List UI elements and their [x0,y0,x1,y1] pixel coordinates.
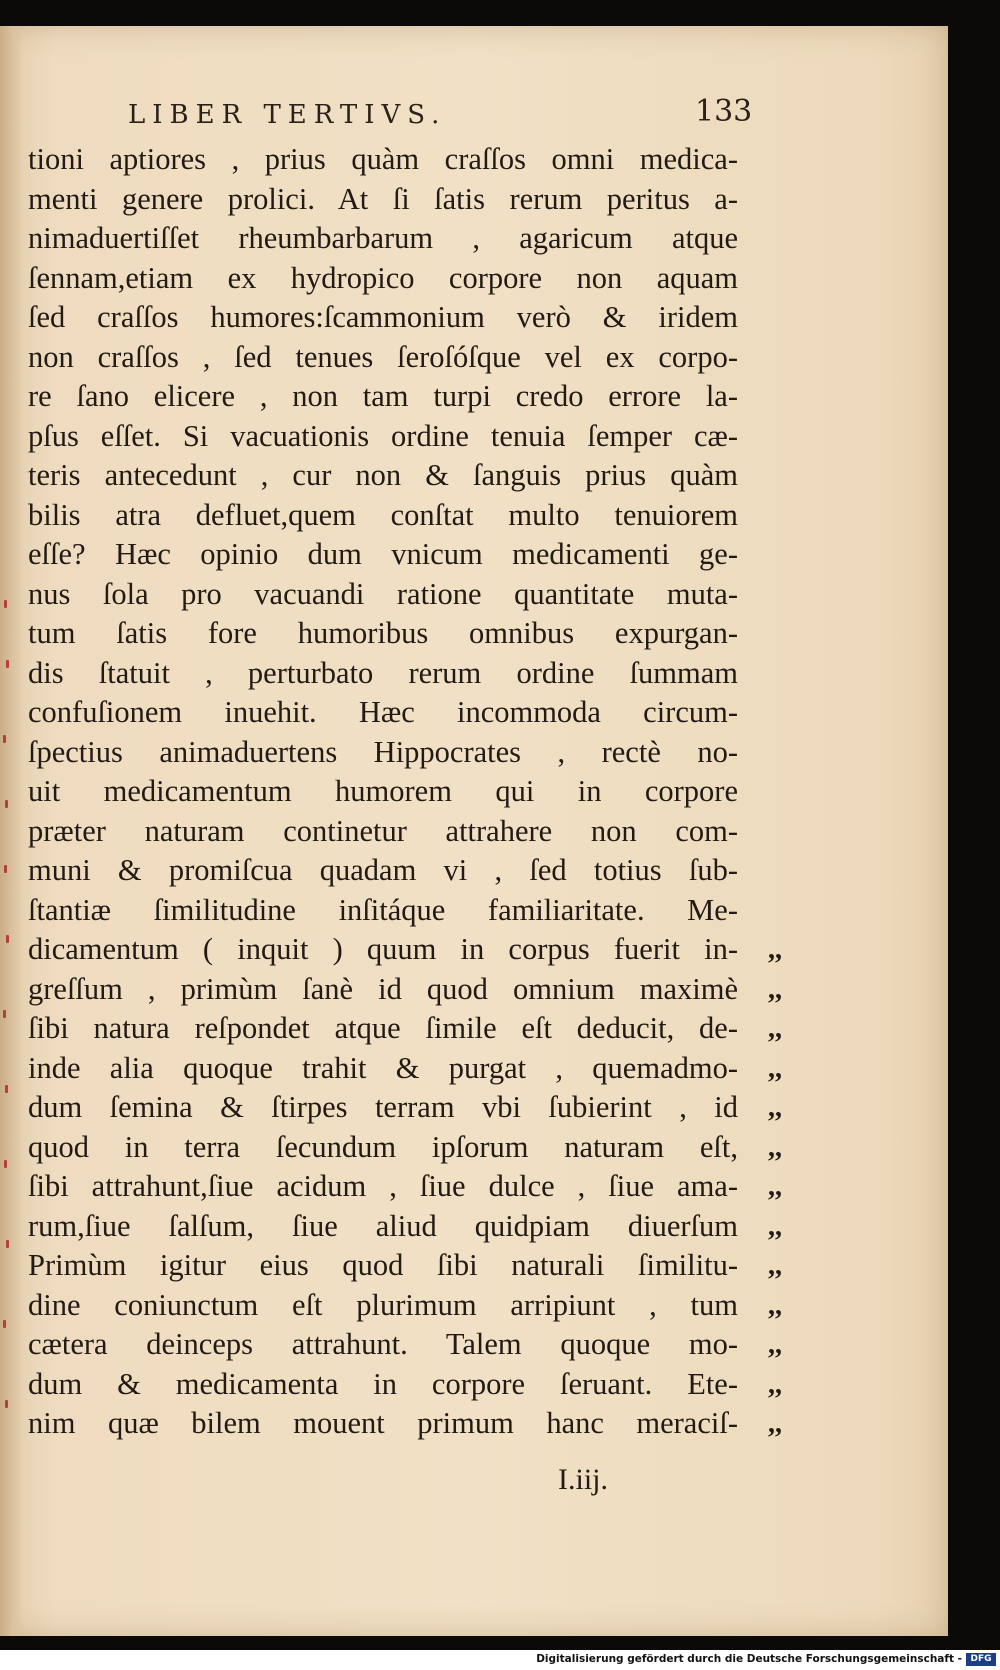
text-line [28,298,738,338]
text-line [28,1009,782,1049]
margin-mark [6,935,9,943]
text-line-content: inde alia quoque trahit & purgat , quemadmo- [28,1050,738,1085]
quotation-marker: ,, [768,1210,782,1242]
text-line [28,812,738,852]
page-number: 133 [695,94,753,129]
margin-mark [3,1320,6,1328]
margin-mark [6,660,9,668]
quotation-marker: ,, [768,1092,782,1123]
dfg-logo[interactable]: DFG [966,1653,996,1666]
quotation-marker: ,, [768,1368,782,1400]
text-line-content: bilis atra defluet,quem conſtat multo tenuiorem [28,497,738,532]
text-line-content: Primùm igitur eius quod ſibi naturali ſimilitu- [28,1248,738,1282]
running-head: LIBER TERTIVS. [128,100,447,130]
text-line-content: menti genere prolici. At ſi ſatis rerum peritus a- [28,181,738,216]
margin-mark [3,1010,6,1018]
text-line-content: ſibi natura reſpondet atque ſimile eſt deducit, de- [28,1011,738,1045]
margin-mark [3,735,6,743]
text-line [28,219,738,259]
quotation-marker: ,, [768,1052,782,1084]
text-line-content: dum ſemina & ſtirpes terram vbi ſubierint , id [28,1090,738,1124]
text-line-content: ſennam,etiam ex hydropico corpore non aquam [28,260,738,295]
text-line-content: quod in terra ſecundum ipſorum naturam eſt, [28,1129,738,1164]
text-line [28,496,738,536]
text-line [28,614,738,654]
text-line [28,891,738,931]
quotation-marker: ,, [768,1013,782,1044]
margin-mark [4,865,7,873]
text-line-content: muni & promiſcua quadam vi , ſed totius ſub- [28,853,738,887]
margin-mark [5,800,8,808]
quotation-marker: ,, [768,1171,782,1202]
text-line [28,772,738,812]
text-line-content: nimaduertiſſet rheumbarbarum , agaricum atque [28,221,738,255]
quotation-marker: ,, [768,1408,782,1439]
text-line [28,930,782,970]
margin-mark [5,1085,8,1093]
text-line [28,1365,782,1405]
text-line-content: uit medicamentum humorem qui in corpore [28,774,738,808]
text-line-content: ſtantiæ ſimilitudine inſitáque familiaritate. Me- [28,892,738,927]
text-line [28,1246,782,1286]
text-line-content: dicamentum ( inquit ) quum in corpus fuerit in- [28,932,738,966]
text-line [28,733,738,773]
text-line [28,1128,782,1168]
text-line [28,417,738,457]
text-line [28,456,738,496]
text-line-content: eſſe? Hæc opinio dum vnicum medicamenti ge- [28,537,738,571]
quotation-marker: ,, [768,1329,782,1360]
text-line [28,1404,782,1444]
footer-bar [0,1650,1000,1670]
text-line-content: ſibi attrahunt,ſiue acidum , ſiue dulce , ſiue ama- [28,1169,738,1203]
quotation-marker: ,, [768,973,782,1005]
text-line-content: cætera deinceps attrahunt. Talem quoque mo- [28,1327,738,1361]
text-line-content: dum & medicamenta in corpore ſeruant. Ete- [28,1366,738,1401]
margin-mark [5,1400,8,1408]
page-gutter-edge [0,26,22,1636]
text-line-content: nim quæ bilem mouent primum hanc meraciſ- [28,1406,738,1440]
text-line [28,693,738,733]
text-line-content: ſed craſſos humores:ſcammonium verò & iridem [28,300,738,334]
text-line [28,970,782,1010]
text-line [28,180,738,220]
quotation-marker: ,, [768,1250,782,1281]
text-line-content: tum ſatis fore humoribus omnibus expurgan- [28,616,738,650]
margin-mark [4,1160,7,1168]
text-line [28,535,738,575]
text-line-content: tioni aptiores , prius quàm craſſos omni medica- [28,142,738,176]
margin-mark [6,1240,9,1248]
text-line-content: dis ſtatuit , perturbato rerum ordine ſummam [28,655,738,690]
quotation-marker: ,, [768,1289,782,1321]
text-line-content: ſpectius animaduertens Hippocrates , rectè no- [28,734,738,769]
text-line [28,1088,782,1128]
funding-credit: Digitalisierung gefördert durch die Deutsche Forschungsgemeinschaft - [536,1653,962,1665]
text-line-content: teris antecedunt , cur non & ſanguis prius quàm [28,458,738,492]
text-line-content: dine coniunctum eſt plurimum arripiunt , tum [28,1287,738,1322]
text-line-content: pſus eſſet. Si vacuationis ordine tenuia ſemper cæ- [28,418,738,453]
text-line [28,377,738,417]
text-line [28,1049,782,1089]
text-line-content: greſſum , primùm ſanè id quod omnium maximè [28,971,738,1006]
text-line [28,575,738,615]
text-line-content: nus ſola pro vacuandi ratione quantitate muta- [28,576,738,611]
text-line [28,338,738,378]
text-line-content: re ſano elicere , non tam turpi credo errore la- [28,379,738,413]
text-line [28,654,738,694]
text-line-content: rum,ſiue ſalſum, ſiue aliud quidpiam diuerſum [28,1208,738,1243]
text-line-content: confuſionem inuehit. Hæc incommoda circum- [28,695,738,729]
text-line-content: non craſſos , ſed tenues ſeroſóſque vel ex corpo- [28,339,738,374]
quotation-marker: ,, [768,934,782,965]
text-line [28,1207,782,1247]
body-text [28,140,782,1444]
text-line [28,1286,782,1326]
text-line [28,1325,782,1365]
text-line [28,140,738,180]
scan-bottom-border [0,1636,1000,1650]
text-line [28,851,738,891]
signature-mark: I.iij. [558,1463,608,1496]
margin-mark [4,600,7,608]
text-line [28,259,738,299]
text-line-content: præter naturam continetur attrahere non com- [28,813,738,848]
text-line [28,1167,782,1207]
quotation-marker: ,, [768,1131,782,1163]
